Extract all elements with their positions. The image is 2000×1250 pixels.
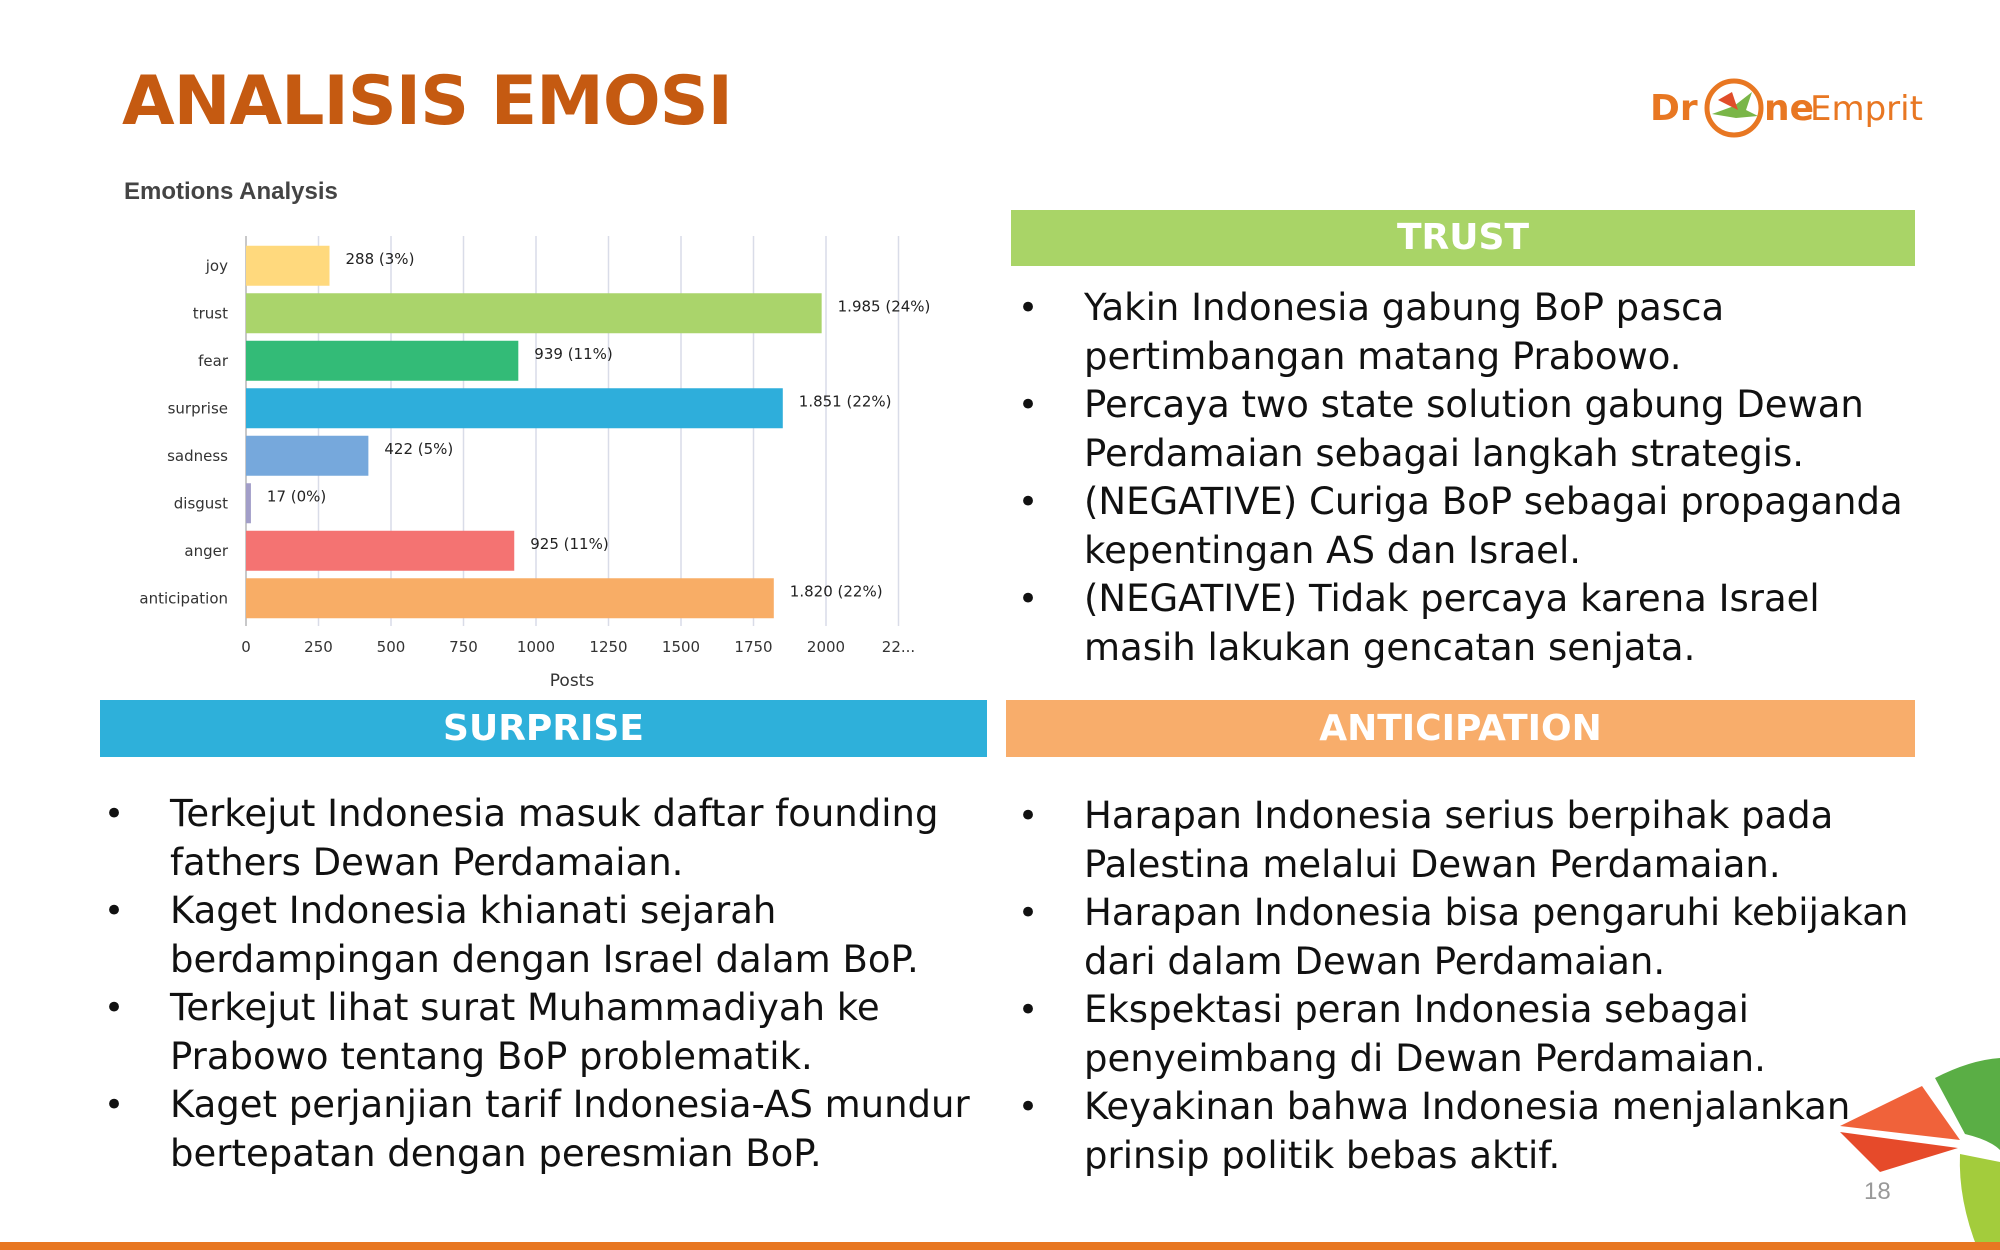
data-label: 17 (0%) xyxy=(266,487,327,506)
list-item: • (NEGATIVE) Tidak percaya karena Israel masih lakukan gencatan senjata. xyxy=(1012,575,1912,672)
surprise-heading: SURPRISE xyxy=(443,708,644,749)
data-label: 422 (5%) xyxy=(384,439,454,458)
surprise-heading-band xyxy=(100,700,987,757)
red-leaf-icon xyxy=(1840,1086,1960,1140)
list-item: • Ekspektasi peran Indonesia sebagai penyeimbang di Dewan Perdamaian. xyxy=(1012,986,1912,1083)
x-tick-label: 1250 xyxy=(589,638,628,656)
bar xyxy=(246,388,783,428)
list-item: • Harapan Indonesia serius berpihak pada Palestina melalui Dewan Perdamaian. xyxy=(1012,792,1912,889)
trust-heading: TRUST xyxy=(1397,217,1529,258)
list-item: • Terkejut Indonesia masuk daftar founding fathers Dewan Perdamaian. xyxy=(98,790,978,887)
logo-text-dr: Dr xyxy=(1650,88,1698,129)
bar xyxy=(246,483,251,523)
list-item: • Kaget Indonesia khianati sejarah berdampingan dengan Israel dalam BoP. xyxy=(98,887,978,984)
bar xyxy=(246,436,368,476)
slide-title: ANALISIS EMOSI xyxy=(122,62,732,141)
x-tick-label: 1000 xyxy=(516,638,556,656)
list-item: • Percaya two state solution gabung Dewan Perdamaian sebagai langkah strategis. xyxy=(1012,381,1912,478)
data-label: 939 (11%) xyxy=(534,344,613,363)
category-label: trust xyxy=(192,304,228,323)
category-label: sadness xyxy=(167,446,228,465)
data-label: 925 (11%) xyxy=(530,534,609,553)
trust-heading-band xyxy=(1011,210,1915,266)
bar xyxy=(246,246,330,286)
surprise-list xyxy=(98,790,978,1178)
logo-text-ne: ne xyxy=(1764,88,1815,129)
orange-leaf-icon xyxy=(1840,1132,1958,1172)
lime-leaf-icon xyxy=(1960,1154,2000,1250)
anticipation-heading: ANTICIPATION xyxy=(1319,708,1602,749)
chart-title: Emotions Analysis xyxy=(124,178,338,205)
list-item: • (NEGATIVE) Curiga BoP sebagai propaganda kepentingan AS dan Israel. xyxy=(1012,478,1912,575)
x-tick-label: 250 xyxy=(304,638,333,656)
category-label: joy xyxy=(205,256,228,275)
x-tick-label: 500 xyxy=(376,638,406,656)
list-item: • Kaget perjanjian tarif Indonesia-AS mundur bertepatan dengan peresmian BoP. xyxy=(98,1081,978,1178)
x-tick-label: 2000 xyxy=(806,638,846,656)
drone-emprit-logo xyxy=(1648,70,1923,146)
list-item: • Harapan Indonesia bisa pengaruhi kebijakan dari dalam Dewan Perdamaian. xyxy=(1012,889,1912,986)
bar xyxy=(246,341,518,381)
list-item: • Terkejut lihat surat Muhammadiyah ke Prabowo tentang BoP problematik. xyxy=(98,984,978,1081)
x-tick-label: 1500 xyxy=(661,638,701,656)
bar xyxy=(246,531,514,571)
trust-list xyxy=(1012,284,1912,672)
bar xyxy=(246,578,774,618)
category-label: anticipation xyxy=(139,589,228,608)
x-axis-title: Posts xyxy=(549,671,595,691)
logo-text-emprit: Emprit xyxy=(1810,89,1923,129)
corner-leaf-decoration xyxy=(1840,1040,2000,1250)
anticipation-list xyxy=(1012,792,1912,1180)
list-item: • Keyakinan bahwa Indonesia menjalankan prinsip politik bebas aktif. xyxy=(1012,1083,1912,1180)
data-label: 1.985 (24%) xyxy=(837,297,931,316)
category-label: anger xyxy=(184,541,228,560)
bar xyxy=(246,293,822,333)
category-label: surprise xyxy=(167,399,228,418)
emotions-bar-chart xyxy=(100,220,931,691)
data-label: 288 (3%) xyxy=(345,249,415,268)
data-label: 1.851 (22%) xyxy=(798,392,892,411)
anticipation-heading-band xyxy=(1006,700,1915,757)
data-label: 1.820 (22%) xyxy=(789,582,883,601)
category-label: disgust xyxy=(173,494,228,513)
category-label: fear xyxy=(198,351,228,370)
page-number: 18 xyxy=(1864,1178,1891,1205)
footer-bar xyxy=(0,1242,2000,1250)
x-tick-label: 0 xyxy=(241,638,251,656)
x-tick-label: 22... xyxy=(881,638,916,656)
x-tick-label: 750 xyxy=(449,638,478,656)
logo-wing-icon xyxy=(1718,92,1738,110)
list-item: • Yakin Indonesia gabung BoP pasca pertimbangan matang Prabowo. xyxy=(1012,284,1912,381)
x-tick-label: 1750 xyxy=(734,638,773,656)
